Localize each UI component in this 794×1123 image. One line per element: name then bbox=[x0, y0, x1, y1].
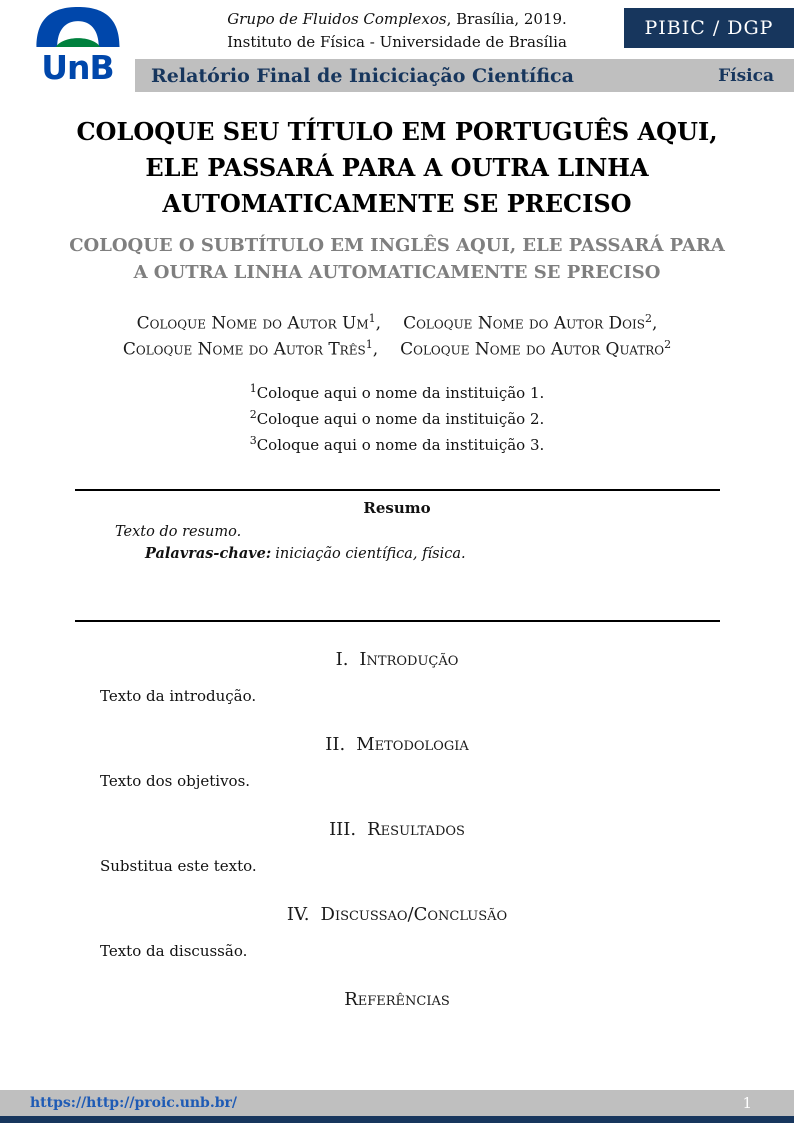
author-affiliation-mark: 1 bbox=[368, 312, 376, 325]
section-body-metodologia: Texto dos objetivos. bbox=[100, 772, 251, 791]
section-heading-introducao: I. Introdução bbox=[335, 649, 459, 671]
document-title: COLOQUE SEU TÍTULO EM PORTUGUÊS AQUI, ELE PASSARÁ PARA A OUTRA LINHA AUTOMATICAMENTE SE PRECISO bbox=[76, 117, 718, 218]
section-heading-resultados: III. Resultados bbox=[329, 819, 465, 841]
footer-bar bbox=[0, 1090, 794, 1116]
unb-emblem-icon bbox=[30, 4, 125, 50]
section-body-conclusao: Texto da discussão. bbox=[100, 942, 248, 961]
keywords-text: iniciação científica, física. bbox=[275, 546, 466, 563]
institution-line: $^1$Coloque aqui o nome da instituição 1. bbox=[249, 382, 545, 403]
page-number: 1 bbox=[742, 1094, 752, 1112]
proic-url-link[interactable]: https://http://proic.unb.br/ bbox=[30, 1095, 237, 1111]
author-name: Coloque Nome do Autor Quatro bbox=[400, 339, 665, 360]
header-group-line bbox=[197, 8, 597, 31]
header-institute-line: Instituto de Física - Universidade de Brasília bbox=[227, 33, 567, 52]
document-body bbox=[0, 92, 794, 1012]
abstract-rule-top bbox=[75, 489, 720, 491]
author-affiliation-mark: 2 bbox=[664, 338, 672, 352]
abstract-text: Texto do resumo. bbox=[115, 524, 242, 541]
institution-line: $^2$Coloque aqui o nome da instituição 2. bbox=[249, 408, 545, 429]
group-rest: , Brasília, 2019. bbox=[446, 10, 567, 28]
section-heading-conclusao: IV. Discussao/Conclusão bbox=[286, 904, 508, 926]
group-name: Grupo de Fluidos Complexos bbox=[227, 10, 447, 28]
author-affiliation-mark: 2 bbox=[644, 312, 652, 325]
institutions-block bbox=[0, 378, 794, 456]
author-name: Coloque Nome do Autor Três bbox=[122, 339, 366, 360]
authors-line-2: Coloque Nome do Autor Três$^1$, Coloque Nome do Autor Quatro$^2$ bbox=[122, 338, 672, 360]
document-subtitle: COLOQUE O SUBTÍTULO EM INGLÊS AQUI, ELE PASSARÁ PARA A OUTRA LINHA AUTOMATICAMENTE SE PRECISO bbox=[69, 235, 725, 283]
footer-accent-bar bbox=[0, 1116, 794, 1123]
area-label: Física bbox=[718, 65, 774, 86]
institution-line: $^3$Coloque aqui o nome da instituição 3. bbox=[249, 434, 545, 455]
author-name: Coloque Nome do Autor Um bbox=[136, 313, 369, 334]
header-center-text bbox=[197, 8, 597, 55]
keywords-label: Palavras-chave: bbox=[145, 545, 272, 563]
section-body-resultados: Substitua este texto. bbox=[100, 857, 257, 876]
section-heading-metodologia: II. Metodologia bbox=[325, 734, 469, 756]
author-affiliation-mark: 1 bbox=[365, 338, 373, 352]
abstract-rule-bottom bbox=[75, 620, 720, 622]
unb-wordmark: UnB bbox=[41, 48, 114, 87]
authors-block bbox=[0, 311, 794, 363]
section-heading-referencias: Referências bbox=[344, 989, 450, 1011]
report-title: Relatório Final de Iniciciação Científica bbox=[151, 64, 574, 87]
author-name: Coloque Nome do Autor Dois bbox=[403, 313, 645, 334]
section-body-introducao: Texto da introdução. bbox=[100, 687, 257, 706]
unb-logo bbox=[30, 4, 125, 87]
abstract-keywords bbox=[145, 544, 794, 564]
page-header bbox=[0, 0, 794, 92]
authors-line-1: Coloque Nome do Autor Um$^1$, Coloque Nome do Autor Dois$^2$, bbox=[136, 312, 658, 334]
report-title-bar bbox=[135, 59, 794, 92]
abstract-heading: Resumo bbox=[363, 499, 431, 518]
pibic-dgp-badge: PIBIC / DGP bbox=[624, 8, 794, 48]
